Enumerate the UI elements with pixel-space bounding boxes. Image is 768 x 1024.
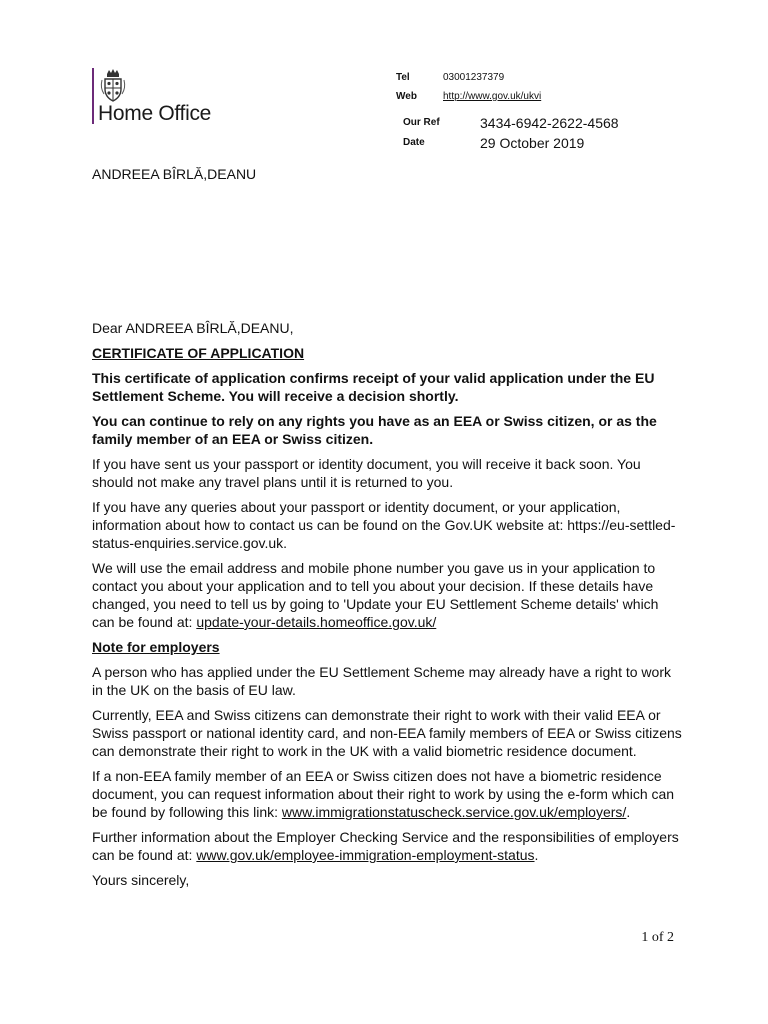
salutation: Dear ANDREEA BÎRLĂ,DEANU, <box>92 320 294 336</box>
contact-details-paragraph <box>92 559 682 631</box>
our-ref-label: Our Ref <box>403 117 440 128</box>
page-number: 1 of 2 <box>641 930 674 945</box>
employers-paragraph-1: A person who has applied under the EU Settlement Scheme may already have a right to work in the UK on the basis of EU law. <box>92 664 671 698</box>
contact-details-text: We will use the email address and mobile phone number you gave us in your application to contact you about your application and to tell you about your decision. If these details have changed, you need to tell us by going to 'Update your EU Settlement Scheme details' which can be found at: <box>92 560 659 630</box>
logo-bar <box>92 68 94 124</box>
non-eea-end: . <box>626 804 631 820</box>
closing: Yours sincerely, <box>92 872 190 888</box>
logo-text: Home Office <box>98 102 212 125</box>
certificate-heading: CERTIFICATE OF APPLICATION <box>92 345 305 361</box>
web-link[interactable]: http://www.gov.uk/ukvi <box>443 91 542 102</box>
further-info-text: Further information about the Employer Checking Service and the responsibilities of employers can be found at: <box>92 829 679 863</box>
passport-paragraph: If you have sent us your passport or identity document, you will receive it back soon. You should not make any travel plans until it is returned to you. <box>92 456 641 490</box>
confirmation-paragraph: This certificate of application confirms receipt of your valid application under the EU Settlement Scheme. You will receive a decision shortly. <box>92 370 655 404</box>
further-info-paragraph <box>92 828 682 864</box>
web-label: Web <box>396 91 417 102</box>
our-ref-value: 3434-6942-2622-4568 <box>480 115 619 131</box>
update-details-link[interactable]: update-your-details.homeoffice.gov.uk/ <box>196 614 437 630</box>
employment-status-link[interactable]: www.gov.uk/employee-immigration-employment-status <box>196 847 535 863</box>
tel-label: Tel <box>396 72 410 83</box>
date-label: Date <box>403 137 425 148</box>
queries-paragraph: If you have any queries about your passport or identity document, or your application, information about how to contact us can be found on the Gov.UK website at: https://eu-settled-status-enquiries.service.gov.uk. <box>92 499 676 551</box>
rights-paragraph: You can continue to rely on any rights you have as an EEA or Swiss citizen, or as the family member of an EEA or Swiss citizen. <box>92 413 657 447</box>
employers-paragraph-2: Currently, EEA and Swiss citizens can demonstrate their right to work with their valid EEA or Swiss passport or national identity card, and non-EEA family members of EEA or Swiss citizens can demonstrate their right to work in the UK with a valid biometric residence document. <box>92 707 682 759</box>
tel-value: 03001237379 <box>443 72 505 83</box>
employers-heading: Note for employers <box>92 639 220 655</box>
further-info-end: . <box>534 847 539 863</box>
status-check-link[interactable]: www.immigrationstatuscheck.service.gov.uk/employers/ <box>281 804 627 820</box>
letter-body <box>92 319 682 896</box>
non-eea-text: If a non-EEA family member of an EEA or Swiss citizen does not have a biometric residence document, you can request information about their right to work by using the e-form which can be found by following this link: <box>92 768 675 820</box>
non-eea-paragraph <box>92 767 682 821</box>
date-value: 29 October 2019 <box>480 135 585 151</box>
addressee-name: ANDREEA BÎRLĂ,DEANU <box>92 166 257 182</box>
royal-crest-icon <box>99 68 127 104</box>
